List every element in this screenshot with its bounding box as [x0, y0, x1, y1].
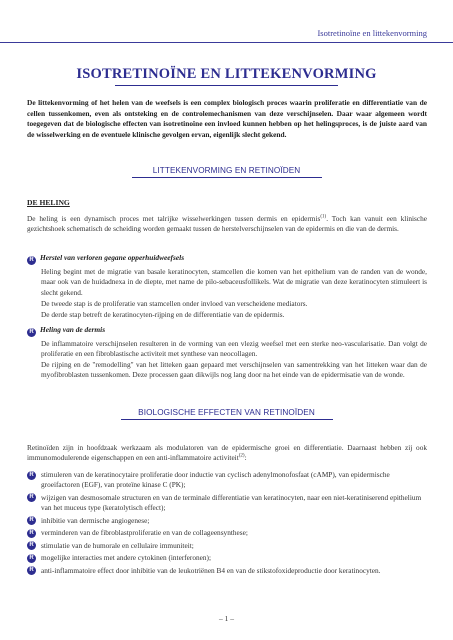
heling-text: De heling is een dynamisch proces met talrijke wisselwerkingen tussen dermis en epidermis — [27, 214, 321, 223]
r-bullet-icon: R — [27, 566, 36, 575]
footnote-ref: (1) — [320, 214, 327, 220]
section-heading-rule — [121, 419, 333, 420]
section-heading-littekenvorming — [0, 166, 453, 178]
list-item: R wijzigen van desmosomale structuren en van de terminale differentiatie van keratinocyten, naar een niet-keratiniserend epithelium van het muceus type (keratolytisch effect); — [27, 493, 427, 514]
section-heading-text: BIOLOGISCHE EFFECTEN VAN RETINOÏDEN — [138, 408, 315, 417]
r-bullet-icon: R — [27, 541, 36, 550]
r-bullet-icon: R — [27, 256, 36, 265]
section-heading-rule — [132, 177, 322, 178]
item-dermis-heading — [27, 325, 105, 337]
retinoiden-text: Retinoïden zijn in hoofdzaak werkzaam als modulatoren van de epidermische groei en differentiatie. Daarnaast hebben zij ook immunomodulerende eigenschappen en een anti-inflammatoire activiteit — [27, 443, 427, 463]
list-item: R inhibitie van dermische angiogenese; — [27, 516, 427, 526]
dermis-paragraph-1: De inflammatoire verschijnselen resulteren in de vorming van een vlezig weefsel met een sterke neo-vascularisatie. Dan volgt de proliferatie en een fibroblastische activiteit met synthese van neocollagen. — [41, 339, 427, 359]
subheading-de-heling: DE HELING — [27, 198, 70, 207]
page-number: – 1 – — [219, 614, 234, 623]
intro-paragraph: De littekenvorming of het helen van de weefsels is een complex biologisch proces waarin proliferatie en differentiatie van de cellen tussenkomen, even als ontsteking en de controlemechanismen van deze verschijnselen. Daar waar algemeen wordt toegegeven dat de biologische effecten van isotretinoïne een invloed kunnen hebben op het helingsproces, is de juiste aard van de wisselwerking en de eventuele klinische gevolgen ervan, eigenlijk slecht gekend. — [27, 98, 427, 139]
r-bullet-icon: R — [27, 554, 36, 563]
r-bullet-icon: R — [27, 516, 36, 525]
item-dermis-title: Heling van de dermis — [40, 325, 106, 334]
r-bullet-icon: R — [27, 471, 36, 480]
title-underline — [115, 85, 338, 86]
heling-paragraph — [27, 214, 427, 235]
running-header — [0, 28, 453, 43]
item-herstel-title: Herstel van verloren gegane opperhuidweefsels — [40, 253, 185, 262]
section-heading-biologische-effecten — [0, 408, 453, 420]
herstel-paragraph-3: De derde stap betreft de keratinocyten-rijping en de differentiatie van de epidermis. — [41, 310, 285, 319]
item-herstel-heading — [27, 253, 184, 265]
retinoiden-paragraph — [27, 443, 427, 464]
herstel-paragraph-2: De tweede stap is de proliferatie van stamcellen onder invloed van verscheidene mediators. — [41, 299, 308, 308]
r-bullet-icon: R — [27, 328, 36, 337]
list-item: R anti-inflammatoire effect door inhibitie van de leukotriënen B4 en van de stikstofoxideproductie door keratinocyten. — [27, 566, 427, 576]
r-bullet-icon: R — [27, 529, 36, 538]
herstel-paragraph-1: Heling begint met de migratie van basale keratinocyten, stamcellen die komen van het epithelium van de randen van de wonde, maar ook van de huidadnexa in de diepte, met name de pilo-sebaceusfollikels. Wat de migratie van deze keratinocyten stimuleert is slecht gekend. — [41, 267, 427, 297]
effects-list — [27, 470, 427, 578]
list-item: R stimuleren van de keratinocytaire proliferatie door inductie van cyclisch adenylmonofosfaat (cAMP), van epidermische groeifactoren (EGF), van proteïne kinase C (PK); — [27, 470, 427, 491]
dermis-paragraph-2: De rijping en de "remodelling" van het litteken gaan gepaard met verschijnselen van samentrekking van het litteken waar dan de myofibroblasten tussenkomen. Deze processen gaan dikwijls nog lang door na het einde van de epidermisatie van de wonde. — [41, 360, 427, 380]
page-title: ISOTRETINOÏNE EN LITTEKENVORMING — [76, 66, 377, 82]
section-heading-text: LITTEKENVORMING EN RETINOÏDEN — [152, 166, 301, 175]
list-item: R verminderen van de fibroblastproliferatie en van de collageensynthese; — [27, 528, 427, 538]
r-bullet-icon: R — [27, 493, 36, 502]
running-header-text: Isotretinoïne en littekenvorming — [317, 28, 427, 38]
list-item: R mogelijke interacties met andere cytokinen (interferonen); — [27, 553, 427, 563]
list-item: R stimulatie van de humorale en cellulaire immuniteit; — [27, 541, 427, 551]
footnote-ref: (2) — [238, 453, 245, 459]
heling-text-rest: . Toch kan vanuit een klinische gezichtshoek schematisch de scheiding worden gemaakt tussen de herstelverschijnselen van de epidermis en die van de dermis. — [27, 214, 427, 234]
retinoiden-text-end: : — [244, 453, 247, 463]
